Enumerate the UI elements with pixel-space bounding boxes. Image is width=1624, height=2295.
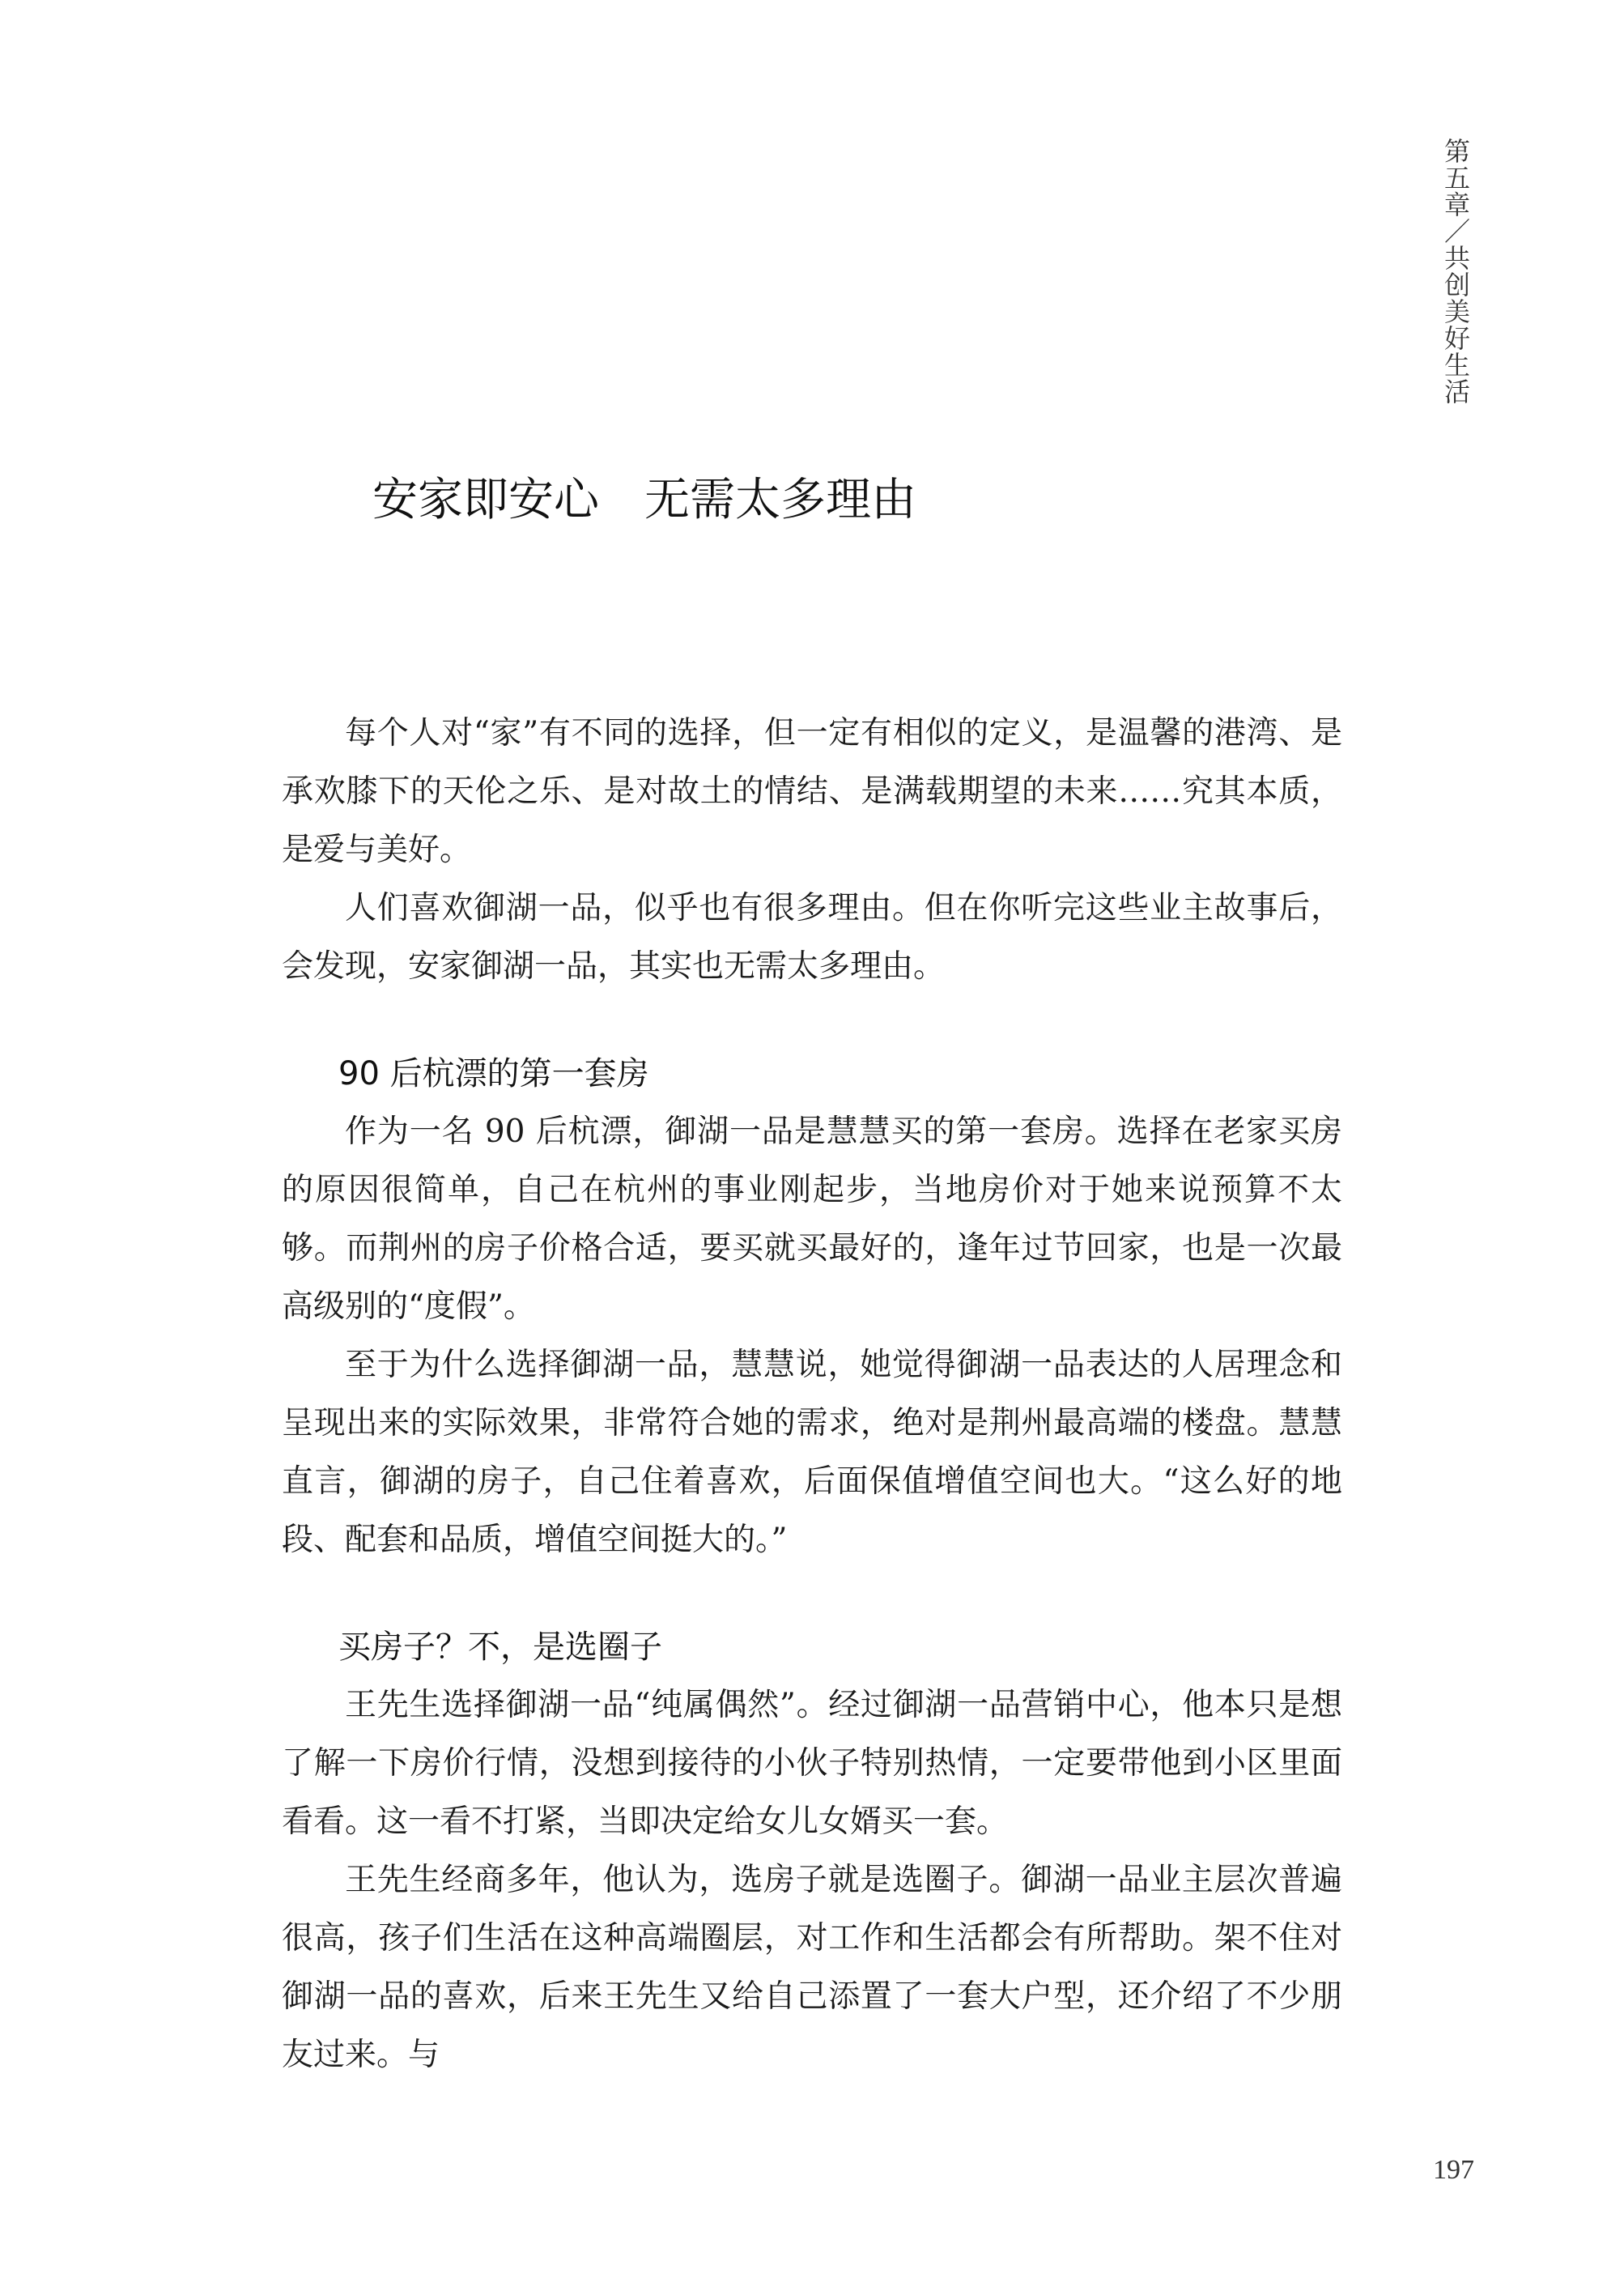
intro-paragraph: 每个人对“家”有不同的选择，但一定有相似的定义，是温馨的港湾、是承欢膝下的天伦之乐、是对故土的情结、是满载期望的未来……究其本质，是爱与美好。 [282,715,1342,868]
section-gap [282,1569,1342,1618]
intro-paragraph: 人们喜欢御湖一品，似乎也有很多理由。但在你听完这些业主故事后，会发现，安家御湖一品，其实也无需太多理由。 [282,890,1342,985]
body-text [282,705,1342,2084]
section-heading: 买房子？不，是选圈子 [338,1629,662,1666]
section-paragraph: 王先生经商多年，他认为，选房子就是选圈子。御湖一品业主层次普遍很高，孩子们生活在这种高端圈层，对工作和生活都会有所帮助。架不住对御湖一品的喜欢，后来王先生又给自己添置了一套大户型，还介绍了不少朋友过来。与 [282,1862,1342,2073]
chapter-title: 安家即安心 无需太多理由 [372,474,916,526]
section-paragraph: 作为一名 90 后杭漂，御湖一品是慧慧买的第一套房。选择在老家买房的原因很简单，自己在杭州的事业刚起步，当地房价对于她来说预算不太够。而荆州的房子价格合适，要买就买最好的，逢年过节回家，也是一次最高级别的“度假”。 [282,1113,1342,1325]
section-gap [282,996,1342,1045]
section-heading: 90 后杭漂的第一套房 [338,1055,649,1092]
section-paragraph: 王先生选择御湖一品“纯属偶然”。经过御湖一品营销中心，他本只是想了解一下房价行情，没想到接待的小伙子特别热情，一定要带他到小区里面看看。这一看不打紧，当即决定给女儿女婿买一套。 [282,1687,1342,1840]
running-head: 第五章／共创美好生活 [1440,138,1471,405]
page-number: 197 [1433,2155,1474,2185]
section-paragraph: 至于为什么选择御湖一品，慧慧说，她觉得御湖一品表达的人居理念和呈现出来的实际效果，非常符合她的需求，绝对是荆州最高端的楼盘。慧慧直言，御湖的房子，自己住着喜欢，后面保值增值空间也大。“这么好的地段、配套和品质，增值空间挺大的。” [282,1347,1342,1558]
